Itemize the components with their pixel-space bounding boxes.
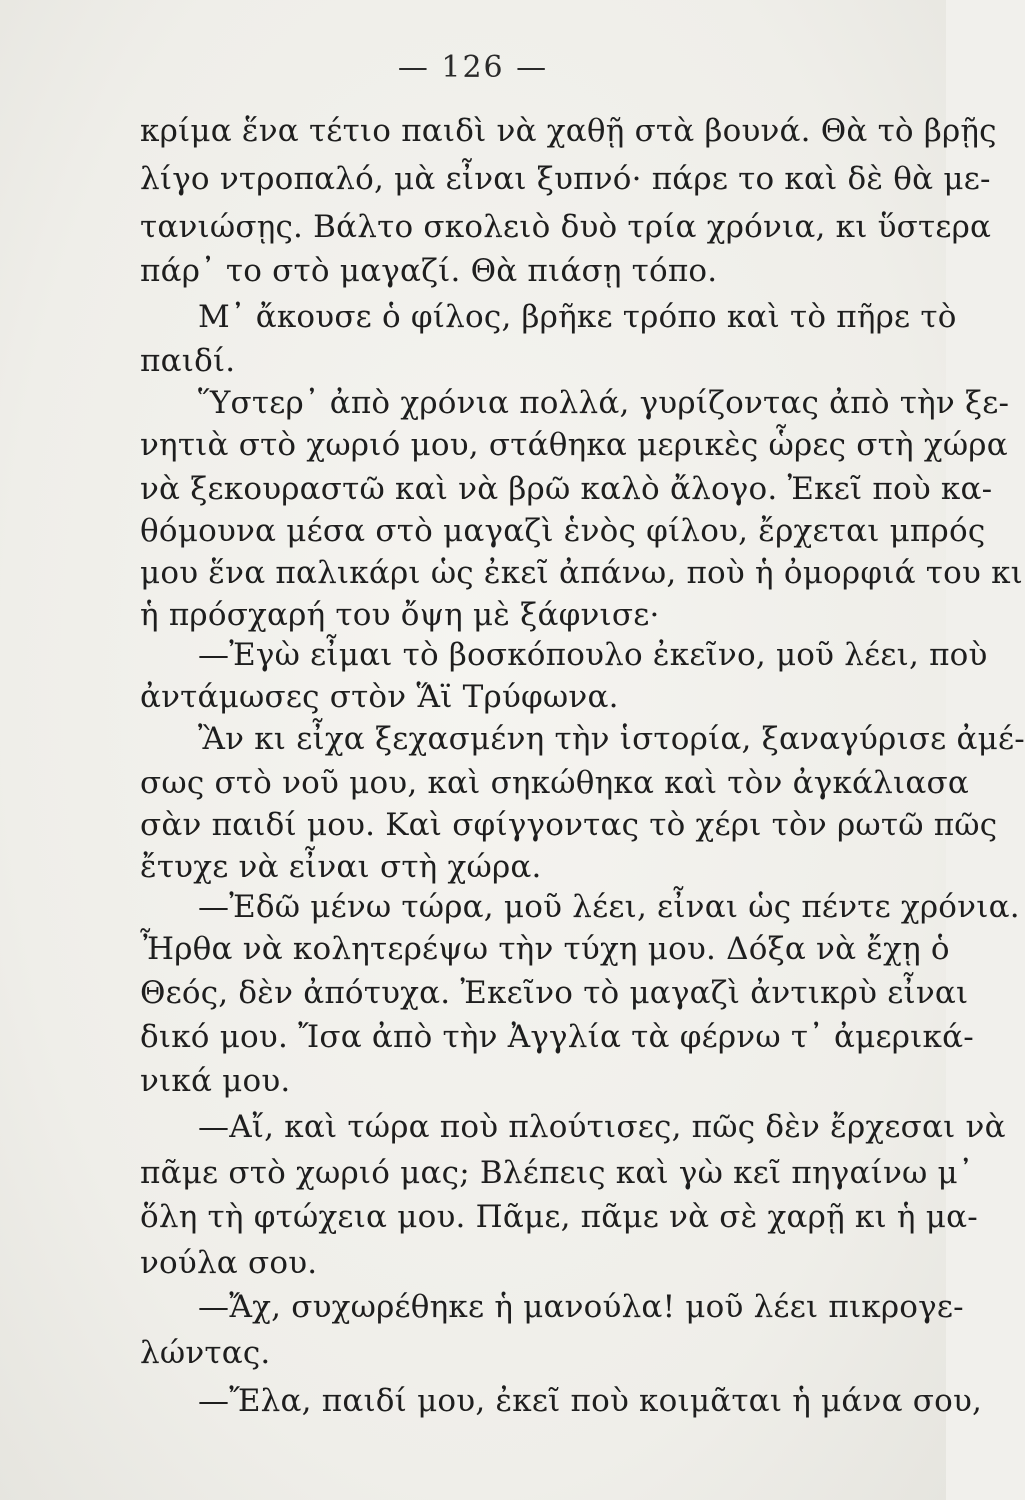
text-line: νητιὰ στὸ χωριό μου, στάθηκα μερικὲς ὧρες στὴ χώρα (140, 427, 1008, 463)
text-line: θόμουνα μέσα στὸ μαγαζὶ ἑνὸς φίλου, ἔρχεται μπρός (140, 513, 986, 549)
text-line: Ἦρθα νὰ κολητερέψω τὴν τύχη μου. Δόξα νὰ ἔχῃ ὁ (140, 931, 950, 967)
text-line: πάρ᾽ το στὸ μαγαζί. Θὰ πιάσῃ τόπο. (140, 253, 718, 289)
text-line: ἔτυχε νὰ εἶναι στὴ χώρα. (140, 849, 542, 885)
text-line: σως στὸ νοῦ μου, καὶ σηκώθηκα καὶ τὸν ἀγκάλιασα (140, 765, 969, 801)
text-line: μου ἕνα παλικάρι ὡς ἐκεῖ ἀπάνω, ποὺ ἡ ὀμορφιά του κι (140, 555, 1024, 591)
text-line: —Ἄχ, συχωρέθηκε ἡ μανούλα! μοῦ λέει πικρογε- (198, 1289, 964, 1325)
text-line: λώντας. (140, 1335, 271, 1371)
text-line: νούλα σου. (140, 1245, 318, 1281)
text-line: παιδί. (140, 343, 236, 379)
text-line: ἀντάμωσες στὸν Ἅϊ Τρύφωνα. (140, 679, 619, 715)
text-line: σὰν παιδί μου. Καὶ σφίγγοντας τὸ χέρι τὸν ρωτῶ πῶς (140, 807, 998, 843)
text-line: πᾶμε στὸ χωριό μας; Βλέπεις καὶ γὼ κεῖ πηγαίνω μ᾽ (140, 1155, 974, 1191)
text-line: —Ἐγὼ εἶμαι τὸ βοσκόπουλο ἐκεῖνο, μοῦ λέει, ποὺ (198, 637, 988, 673)
text-line: δικό μου. Ἴσα ἀπὸ τὴν Ἀγγλία τὰ φέρνω τ᾽ ἀμερικά- (140, 1019, 974, 1055)
text-line: Θεός, δὲν ἀπότυχα. Ἐκεῖνο τὸ μαγαζὶ ἀντικρὺ εἶναι (140, 975, 969, 1011)
text-line: νὰ ξεκουραστῶ καὶ νὰ βρῶ καλὸ ἄλογο. Ἐκεῖ ποὺ κα- (140, 471, 993, 507)
text-line: —Αἴ, καὶ τώρα ποὺ πλούτισες, πῶς δὲν ἔρχεσαι νὰ (198, 1109, 1006, 1145)
text-line: Ὕστερ᾽ ἀπὸ χρόνια πολλά, γυρίζοντας ἀπὸ τὴν ξε- (198, 385, 1010, 421)
text-line: κρίμα ἕνα τέτιο παιδὶ νὰ χαθῇ στὰ βουνά. Θὰ τὸ βρῇς (140, 113, 997, 149)
text-line: τανιώσῃς. Βάλτο σκολειὸ δυὸ τρία χρόνια, κι ὕστερα (140, 209, 992, 245)
text-line: λίγο ντροπαλό, μὰ εἶναι ξυπνό· πάρε το καὶ δὲ θὰ με- (140, 161, 991, 197)
page-number: — 126 — (397, 50, 549, 85)
text-line: Μ᾽ ἄκουσε ὁ φίλος, βρῆκε τρόπο καὶ τὸ πῆρε τὸ (198, 299, 957, 335)
text-line: ὅλη τὴ φτώχεια μου. Πᾶμε, πᾶμε νὰ σὲ χαρῇ κι ἡ μα- (140, 1199, 978, 1235)
text-line: Ἂν κι εἶχα ξεχασμένη τὴν ἱστορία, ξαναγύρισε ἀμέ- (198, 721, 1025, 757)
text-line: —Ἔλα, παιδί μου, ἐκεῖ ποὺ κοιμᾶται ἡ μάνα σου, (198, 1383, 983, 1419)
text-line: νικά μου. (140, 1063, 291, 1099)
text-line: ἡ πρόσχαρή του ὄψη μὲ ξάφνισε· (140, 597, 660, 633)
text-line: —Ἐδῶ μένω τώρα, μοῦ λέει, εἶναι ὡς πέντε χρόνια. (198, 889, 1020, 925)
